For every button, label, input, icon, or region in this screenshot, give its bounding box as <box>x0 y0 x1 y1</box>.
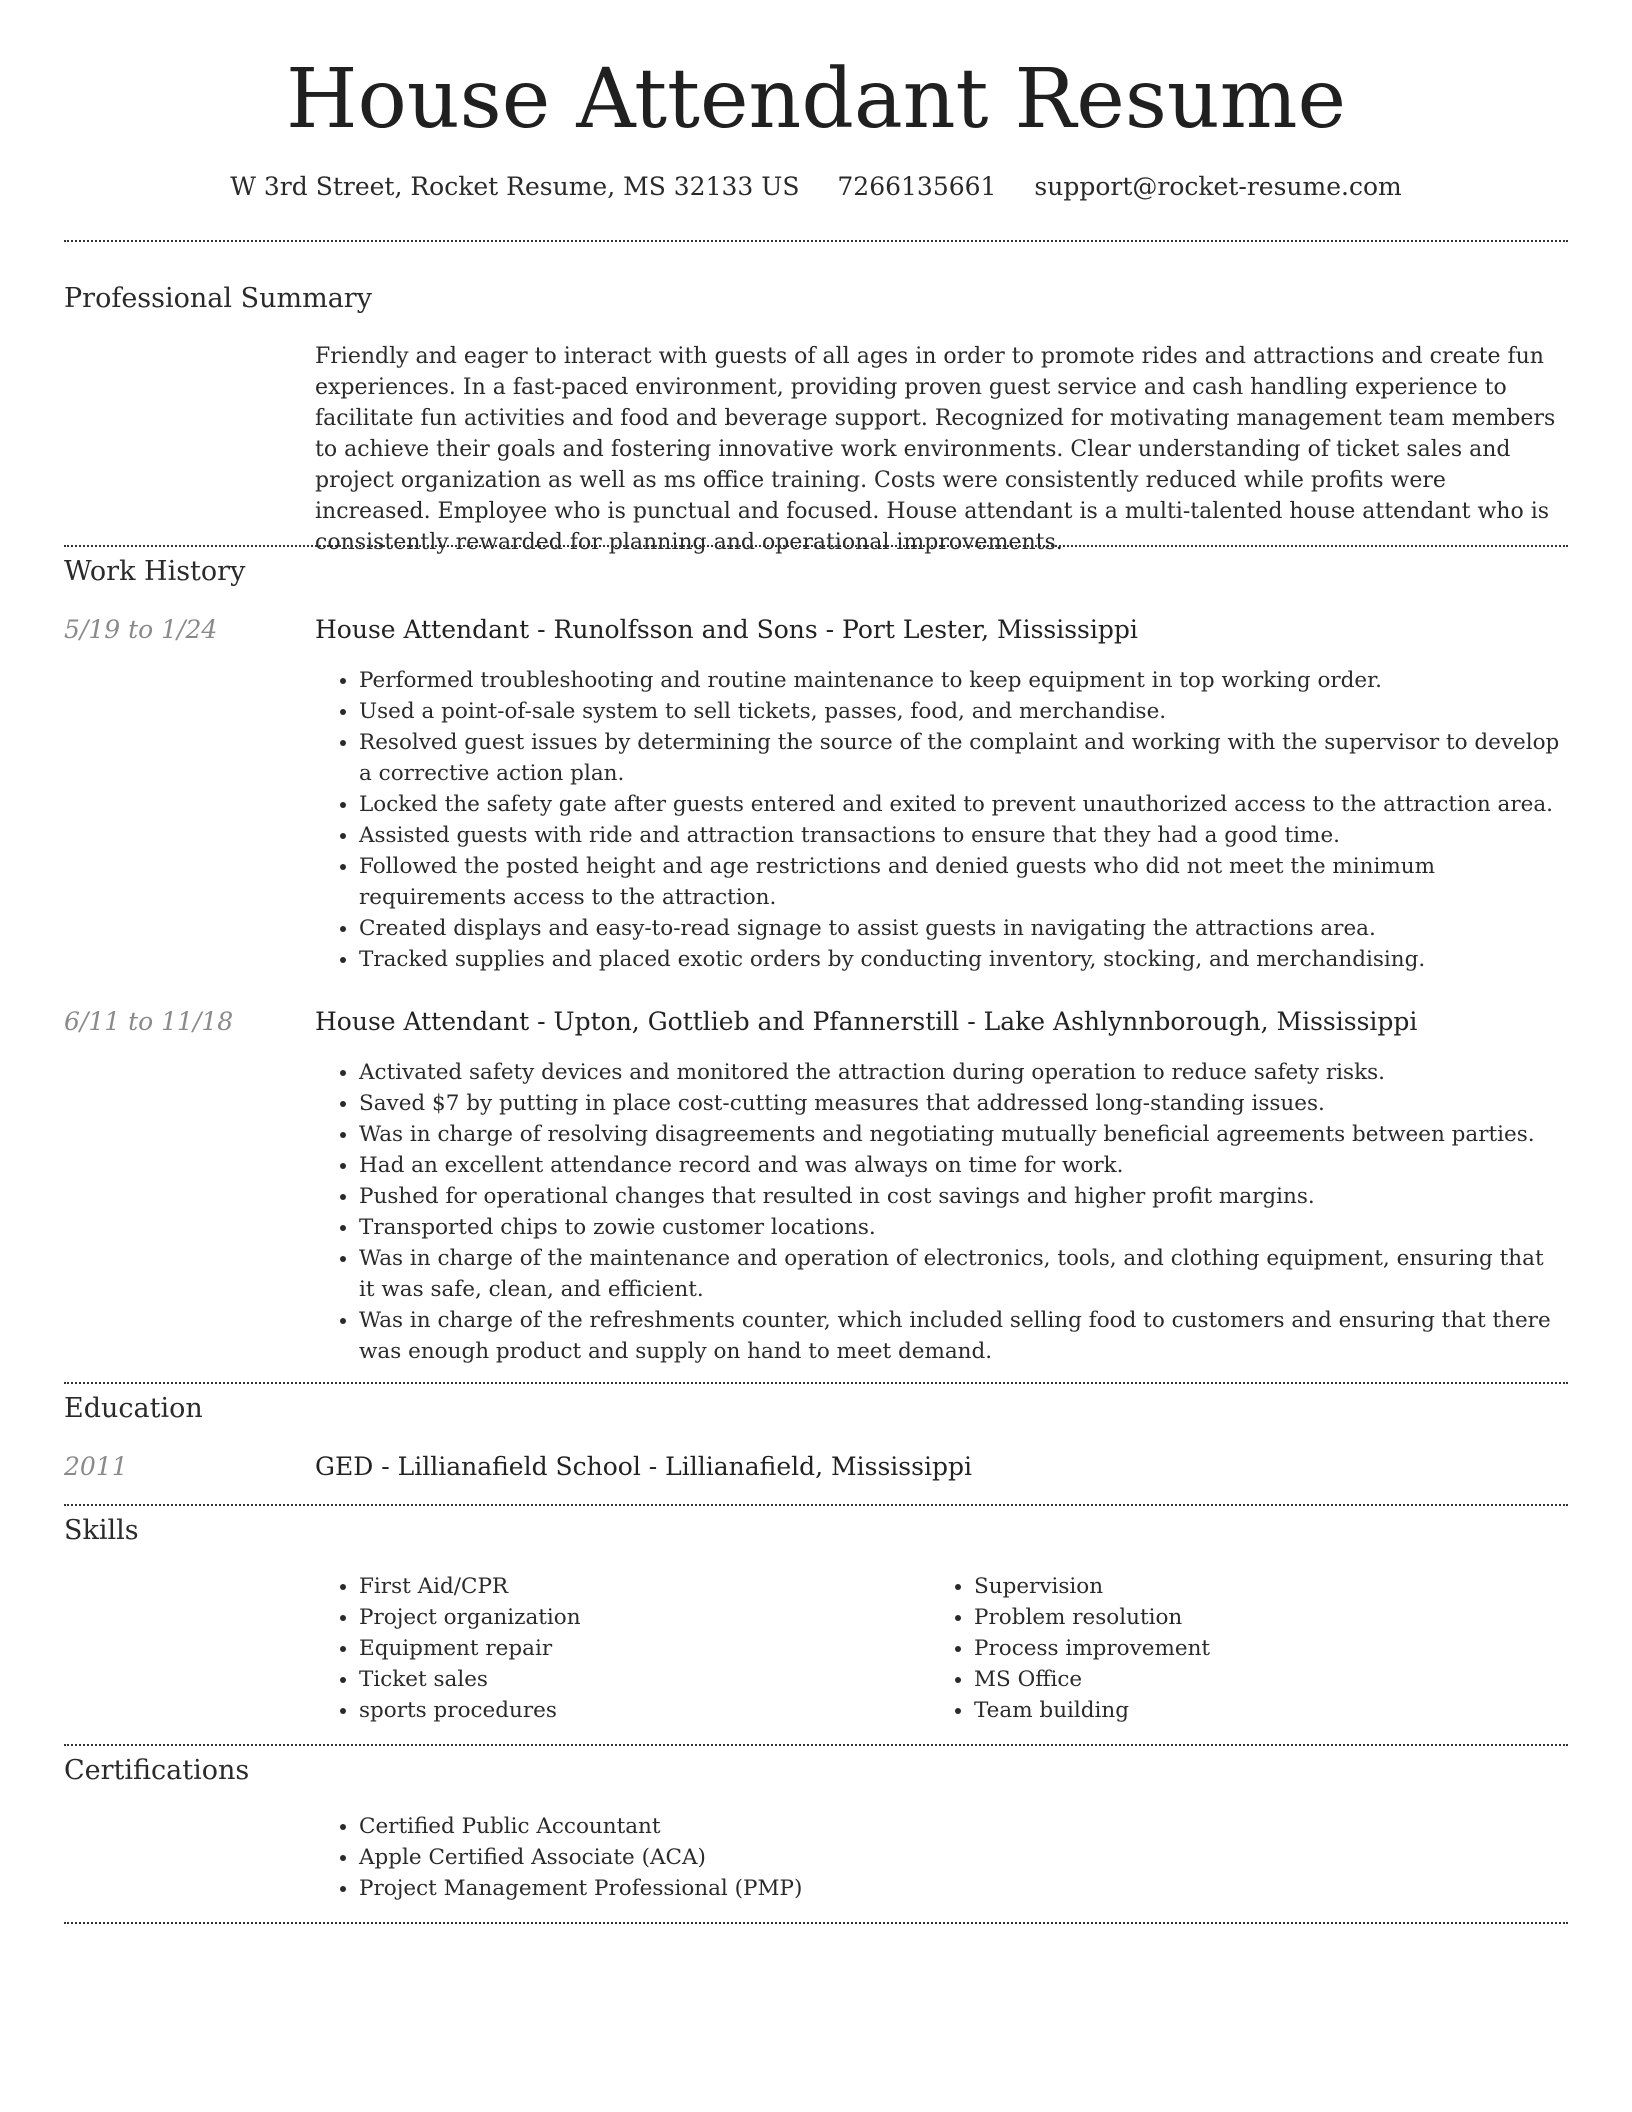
section-title-summary: Professional Summary <box>64 283 372 314</box>
section-title-education: Education <box>64 1393 203 1424</box>
list-item: • Supervision <box>974 1571 1530 1602</box>
list-item: • Equipment repair <box>359 1633 915 1664</box>
divider <box>64 1922 1568 1924</box>
divider <box>64 545 1568 547</box>
list-item: • Locked the safety gate after guests entered and exited to prevent unauthorized access to the attraction area. <box>359 789 1565 820</box>
list-item: • First Aid/CPR <box>359 1571 915 1602</box>
job-dates: 6/11 to 11/18 <box>64 1007 234 1036</box>
job-bullets <box>315 1057 1565 1367</box>
list-item: • Team building <box>974 1695 1530 1726</box>
contact-email: support@rocket-resume.com <box>1034 172 1402 201</box>
section-title-certifications: Certifications <box>64 1755 250 1786</box>
list-item: • Had an excellent attendance record and was always on time for work. <box>359 1150 1565 1181</box>
list-item: • Saved $7 by putting in place cost-cutting measures that addressed long-standing issues. <box>359 1088 1565 1119</box>
education-year: 2011 <box>64 1452 128 1481</box>
list-item: • Project organization <box>359 1602 915 1633</box>
job-bullets <box>315 665 1565 975</box>
list-item: • Was in charge of the refreshments counter, which included selling food to customers and ensuring that there was enough product and supply on hand to meet demand. <box>359 1305 1565 1367</box>
section-title-work: Work History <box>64 556 246 587</box>
job-title: House Attendant - Upton, Gottlieb and Pfannerstill - Lake Ashlynnborough, Mississippi <box>315 1007 1418 1036</box>
resume-title: House Attendant Resume <box>285 52 1347 147</box>
list-item: • Activated safety devices and monitored the attraction during operation to reduce safety risks. <box>359 1057 1565 1088</box>
list-item: • Followed the posted height and age restrictions and denied guests who did not meet the minimum requirements access to the attraction. <box>359 851 1565 913</box>
skills-list-right <box>930 1571 1530 1726</box>
summary-text: Friendly and eager to interact with guests of all ages in order to promote rides and attractions and create fun experiences. In a fast-paced environment, providing proven guest service and cash handling experience to facilitate fun activities and food and beverage support. Recognized for motivating management team members to achieve their goals and fostering innovative work environments. Clear understanding of ticket sales and project organization as well as ms office training. Costs were consistently reduced while profits were increased. Employee who is punctual and focused. House attendant is a multi-talented house attendant who is consistently rewarded for planning and operational improvements. <box>315 344 1556 555</box>
list-item: • Transported chips to zowie customer locations. <box>359 1212 1565 1243</box>
list-item: • Used a point-of-sale system to sell tickets, passes, food, and merchandise. <box>359 696 1565 727</box>
list-item: • Assisted guests with ride and attraction transactions to ensure that they had a good time. <box>359 820 1565 851</box>
contact-phone: 7266135661 <box>837 172 997 201</box>
divider <box>64 240 1568 242</box>
list-item: • Process improvement <box>974 1633 1530 1664</box>
certifications-list <box>315 1811 1565 1904</box>
contact-line <box>0 172 1632 201</box>
list-item: • Tracked supplies and placed exotic orders by conducting inventory, stocking, and merchandising. <box>359 944 1565 975</box>
education-entry: GED - Lillianafield School - Lillianafield, Mississippi <box>315 1452 972 1481</box>
job-dates: 5/19 to 1/24 <box>64 615 218 644</box>
list-item: • Resolved guest issues by determining the source of the complaint and working with the supervisor to develop a corrective action plan. <box>359 727 1565 789</box>
divider <box>64 1744 1568 1746</box>
list-item: • Ticket sales <box>359 1664 915 1695</box>
list-item: • Apple Certified Associate (ACA) <box>359 1842 1565 1873</box>
list-item: • Pushed for operational changes that resulted in cost savings and higher profit margins. <box>359 1181 1565 1212</box>
section-title-skills: Skills <box>64 1515 139 1546</box>
list-item: • MS Office <box>974 1664 1530 1695</box>
list-item: • Performed troubleshooting and routine maintenance to keep equipment in top working order. <box>359 665 1565 696</box>
job-title: House Attendant - Runolfsson and Sons - Port Lester, Mississippi <box>315 615 1138 644</box>
list-item: • Problem resolution <box>974 1602 1530 1633</box>
list-item: • Was in charge of resolving disagreements and negotiating mutually beneficial agreements between parties. <box>359 1119 1565 1150</box>
divider <box>64 1504 1568 1506</box>
list-item: • Certified Public Accountant <box>359 1811 1565 1842</box>
contact-address: W 3rd Street, Rocket Resume, MS 32133 US <box>230 172 800 201</box>
skills-list-left <box>315 1571 915 1726</box>
list-item: • Created displays and easy-to-read signage to assist guests in navigating the attractions area. <box>359 913 1565 944</box>
list-item: • Project Management Professional (PMP) <box>359 1873 1565 1904</box>
list-item: • Was in charge of the maintenance and operation of electronics, tools, and clothing equipment, ensuring that it was safe, clean, and efficient. <box>359 1243 1565 1305</box>
list-item: • sports procedures <box>359 1695 915 1726</box>
divider <box>64 1382 1568 1384</box>
